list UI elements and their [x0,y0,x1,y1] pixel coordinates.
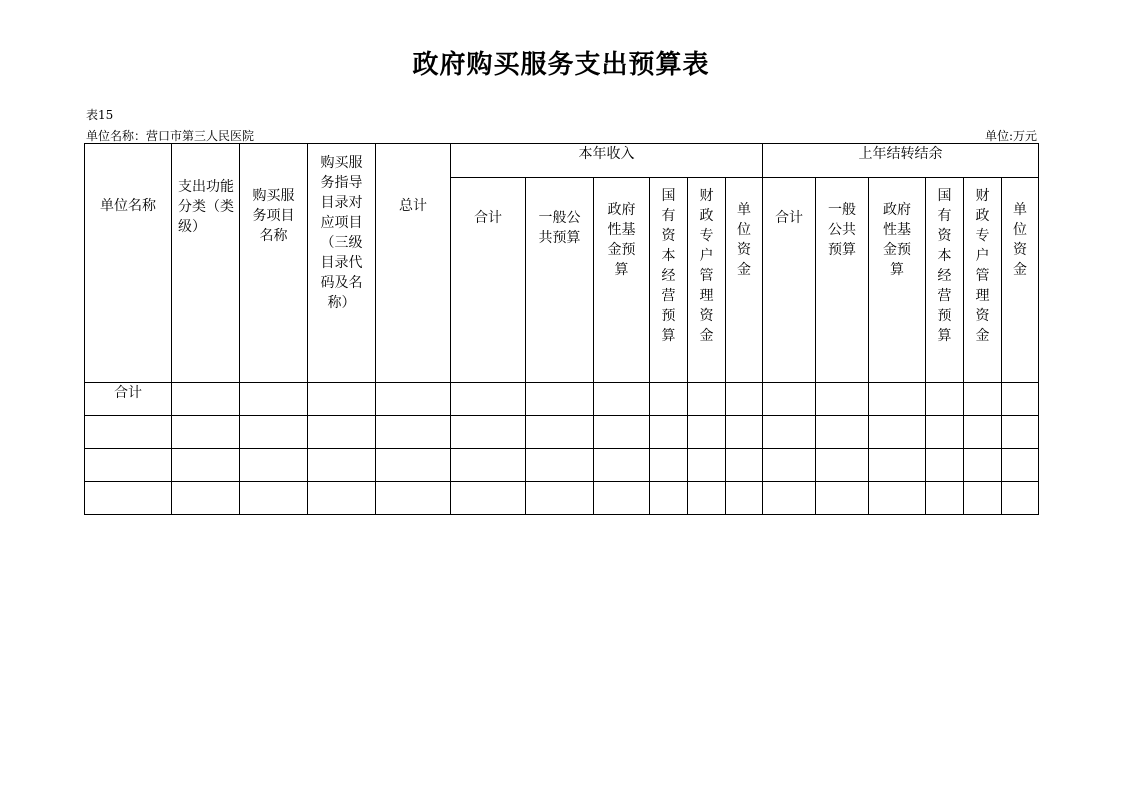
header-unit-name: 单位名称 [85,144,172,383]
table-cell [763,383,816,416]
header-function-class: 支出功能分类（类级） [172,144,240,383]
table-cell [926,449,964,482]
table-cell [172,416,240,449]
table-cell [240,449,308,482]
header-total: 总计 [376,144,451,383]
unit-name-label: 单位名称：营口市第三人民医院 [86,129,255,143]
table-cell [688,416,726,449]
page-title: 政府购买服务支出预算表 [412,50,710,80]
table-number: 表15 [86,108,114,122]
table-cell [376,416,451,449]
header-row-top [85,144,1039,178]
table-row [85,482,1039,515]
table-cell [308,482,376,515]
table-cell [172,449,240,482]
table-row [85,383,1039,416]
table-cell [172,482,240,515]
table-cell [763,416,816,449]
header-py-general: 一般公共预算 [816,178,869,383]
row-label: 合计 [85,383,172,416]
table-cell [650,449,688,482]
table-cell [763,482,816,515]
row-label [85,449,172,482]
table-cell [869,449,926,482]
table-cell [1002,449,1039,482]
table-cell [240,482,308,515]
table-cell [526,383,594,416]
table-cell [688,449,726,482]
table-cell [650,383,688,416]
header-prev-year-carryover: 上年结转结余 [763,144,1039,178]
table-cell [594,449,650,482]
table-cell [594,482,650,515]
table-cell [816,482,869,515]
header-guide-code: 购买服务指导目录对应项目（三级目录代码及名称） [308,144,376,383]
header-py-state-capital: 国有资本经营预算 [926,178,964,383]
header-py-special-fund: 财政专户管理资金 [964,178,1002,383]
table-cell [1002,482,1039,515]
table-cell [926,482,964,515]
table-cell [964,383,1002,416]
table-cell [1002,416,1039,449]
header-cy-gov-fund: 政府性基金预算 [594,178,650,383]
table-cell [650,482,688,515]
header-py-sum: 合计 [763,178,816,383]
table-cell [451,449,526,482]
table-cell [816,449,869,482]
table-cell [451,416,526,449]
table-cell [240,416,308,449]
header-cy-state-capital: 国有资本经营预算 [650,178,688,383]
table-row [85,416,1039,449]
table-cell [726,416,763,449]
header-cy-special-fund: 财政专户管理资金 [688,178,726,383]
table-cell [726,383,763,416]
header-cy-general: 一般公共预算 [526,178,594,383]
table-cell [376,383,451,416]
header-project-name: 购买服务项目名称 [240,144,308,383]
table-cell [308,449,376,482]
table-cell [726,449,763,482]
table-cell [688,482,726,515]
table-cell [926,416,964,449]
table-cell [594,383,650,416]
currency-unit-label: 单位:万元 [984,129,1037,143]
table-cell [240,383,308,416]
header-cy-unit-fund: 单位资金 [726,178,763,383]
header-py-gov-fund: 政府性基金预算 [869,178,926,383]
table-cell [376,482,451,515]
table-cell [594,416,650,449]
table-cell [964,482,1002,515]
header-cy-sum: 合计 [451,178,526,383]
table-cell [869,416,926,449]
budget-table [84,143,1039,515]
table-cell [869,383,926,416]
table-cell [688,383,726,416]
table-cell [308,383,376,416]
table-cell [726,482,763,515]
table-cell [763,449,816,482]
table-cell [451,482,526,515]
table-cell [964,416,1002,449]
table-cell [1002,383,1039,416]
row-label [85,416,172,449]
table-cell [650,416,688,449]
table-cell [869,482,926,515]
header-py-unit-fund: 单位资金 [1002,178,1039,383]
header-current-year-income: 本年收入 [451,144,763,178]
row-label [85,482,172,515]
table-cell [526,449,594,482]
table-cell [376,449,451,482]
table-cell [964,449,1002,482]
table-cell [926,383,964,416]
table-cell [451,383,526,416]
table-cell [172,383,240,416]
table-cell [308,416,376,449]
table-cell [816,416,869,449]
table-row [85,449,1039,482]
table-cell [526,482,594,515]
table-cell [816,383,869,416]
table-cell [526,416,594,449]
